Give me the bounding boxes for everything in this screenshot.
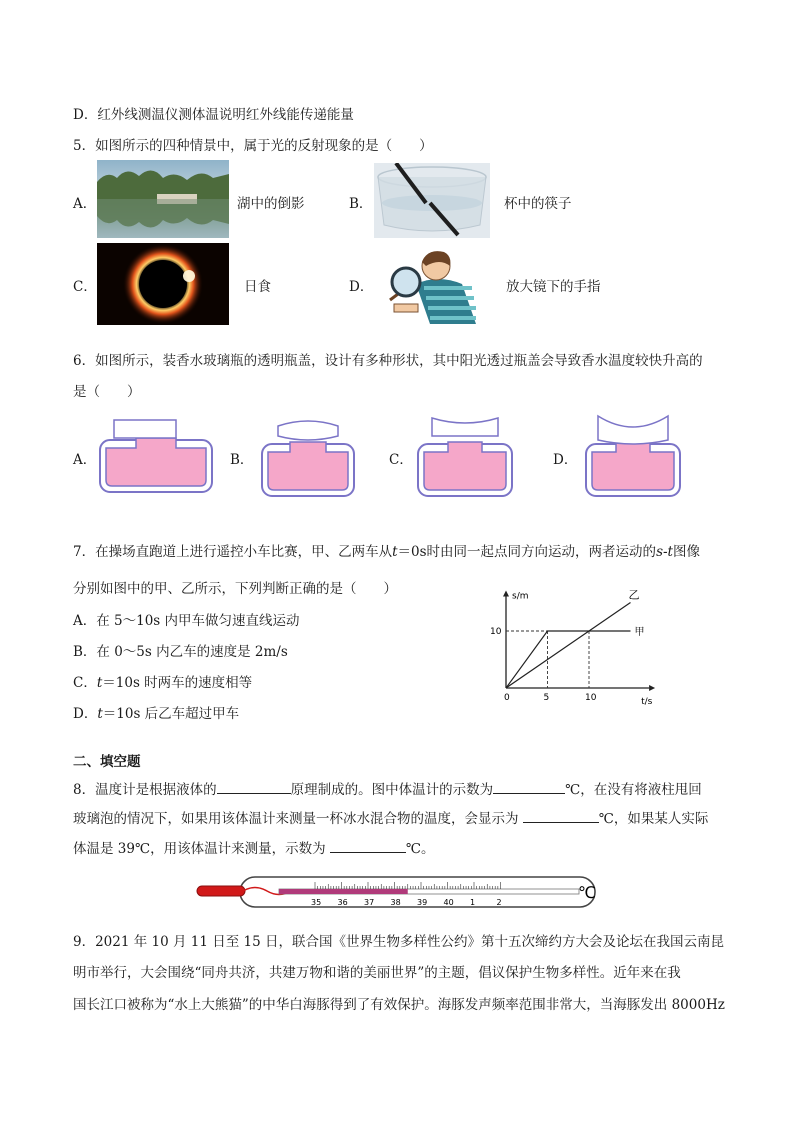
q8-line3-b: ℃。 [405,841,435,857]
q5-option-a-text: 湖中的倒影 [237,196,305,212]
st-chart [480,578,660,708]
q6-option-c-letter: C． [389,452,413,468]
q8-line1-a: 8．温度计是根据液体的 [73,782,217,798]
q6-option-b-letter: B． [230,452,254,468]
q7-option-d-letter: D． [73,706,98,722]
q7-stem-st: s-t [656,544,673,560]
q8-line3-a: 体温是 39℃，用该体温计来测量，示数为 [73,841,326,857]
solar-eclipse-image [97,243,229,329]
bottle-convex-cap-image [258,418,358,502]
q5-option-c-letter: C． [73,279,97,295]
q6-stem-line2: 是（ ） [73,384,141,400]
q6-option-a-letter: A． [73,452,97,468]
thermometer-label-38: 38 [390,898,401,907]
q8-line2-a: 玻璃泡的情况下，如果用该体温计来测量一杯冰水混合物的温度，会显示为 [73,811,519,827]
magnifier-boy-image [376,244,498,330]
thermometer-image [195,874,605,912]
q7-stem-post: 图像 [672,544,700,560]
bottle-concave-cap-image [414,414,516,502]
thermometer-unit: ℃ [578,883,596,902]
q6-option-d-letter: D． [553,452,578,468]
x-axis-arrow [649,685,655,691]
q9-line1: 9．2021 年 10 月 11 日至 15 日，联合国《世界生物多样性公约》第十五次缔约方大会及论坛在我国云南昆 [73,934,725,950]
q8-line2 [73,807,708,827]
q7-option-c-text: ＝10s 时两车的速度相等 [102,675,253,691]
q7-option-c [73,671,252,691]
x-tick-label-5: 5 [543,693,550,703]
q7-option-b: B．在 0～5s 内乙车的速度是 2m/s [73,644,288,660]
blank-reading[interactable] [493,779,565,794]
thermometer-label-39: 39 [417,898,428,907]
y-tick-label-10: 10 [490,627,502,637]
q8-line1 [73,778,702,798]
y-axis-arrow [503,591,509,597]
q7-option-d-t: t [97,706,103,722]
q8-line3 [73,837,434,857]
lake-reflection-image [97,160,229,242]
q5-option-d-letter: D． [349,279,374,295]
q5-stem: 5．如图所示的四种情景中，属于光的反射现象的是（ ） [73,138,433,154]
q7-stem-t: t [392,544,398,560]
q8-line2-b: ℃，如果某人实际 [598,811,709,827]
series-line-0 [506,631,631,688]
thermometer-label-36: 36 [337,898,348,907]
q9-line3: 国长江口被称为“水上大熊猫”的中华白海豚得到了有效保护。海豚发声频率范围非常大，当海豚发出 8000Hz [73,997,725,1013]
x-tick-label-10: 10 [585,693,597,703]
q7-stem-mid: ＝0s时由同一起点同方向运动，两者运动的 [397,544,657,560]
thermometer-label-37: 37 [364,898,375,907]
q7-option-d [73,702,239,722]
q5-option-b-text: 杯中的筷子 [504,196,572,212]
q5-option-c-text: 日食 [244,279,271,295]
q4-option-d: D．红外线测温仪测体温说明红外线能传递能量 [73,107,354,123]
blank-39-reading[interactable] [330,838,406,853]
bottle-flat-cap-image [96,418,216,498]
x-axis-label: t/s [641,697,653,707]
bottle-deep-concave-cap-image [582,414,684,502]
q5-option-a-letter: A． [73,196,97,212]
q8-line1-c: ℃，在没有将液柱甩回 [565,782,702,798]
series-label-0: 甲 [634,627,645,638]
chopsticks-in-cup-image [374,163,490,242]
q8-line1-b: 原理制成的。图中体温计的示数为 [290,782,494,798]
q7-option-c-t: t [96,675,103,691]
q7-stem-pre: 7．在操场直跑道上进行遥控小车比赛，甲、乙两车从 [73,544,393,560]
thermometer-label-2: 2 [496,898,502,907]
q6-stem-line1: 6．如图所示，装香水玻璃瓶的透明瓶盖，设计有多种形状，其中阳光透过瓶盖会导致香水温度较快升高的 [73,353,703,369]
q7-option-a: A．在 5～10s 内甲车做匀速直线运动 [73,613,300,629]
thermometer-label-35: 35 [311,898,322,907]
q7-stem-line1 [73,540,700,560]
section2-title: 二、填空题 [73,754,141,770]
q7-option-d-text: ＝10s 后乙车超过甲车 [102,706,240,722]
y-axis-label: s/m [512,591,529,602]
x-tick-label-0: 0 [504,693,510,703]
q7-stem-line2: 分别如图中的甲、乙所示，下列判断正确的是（ ） [73,581,397,597]
q7-option-c-letter: C． [73,675,97,691]
q5-option-b-letter: B． [349,196,373,212]
series-line-1 [506,603,631,689]
q9-line2: 明市举行，大会围绕“同舟共济，共建万物和谐的美丽世界”的主题，倡议保护生物多样性。近年来在我 [73,965,681,981]
blank-ice-water[interactable] [523,808,599,823]
thermometer-label-1: 1 [470,898,476,907]
q5-option-d-text: 放大镜下的手指 [506,279,601,295]
series-label-1: 乙 [628,588,640,602]
blank-principle[interactable] [217,779,291,794]
thermometer-label-40: 40 [443,898,454,907]
